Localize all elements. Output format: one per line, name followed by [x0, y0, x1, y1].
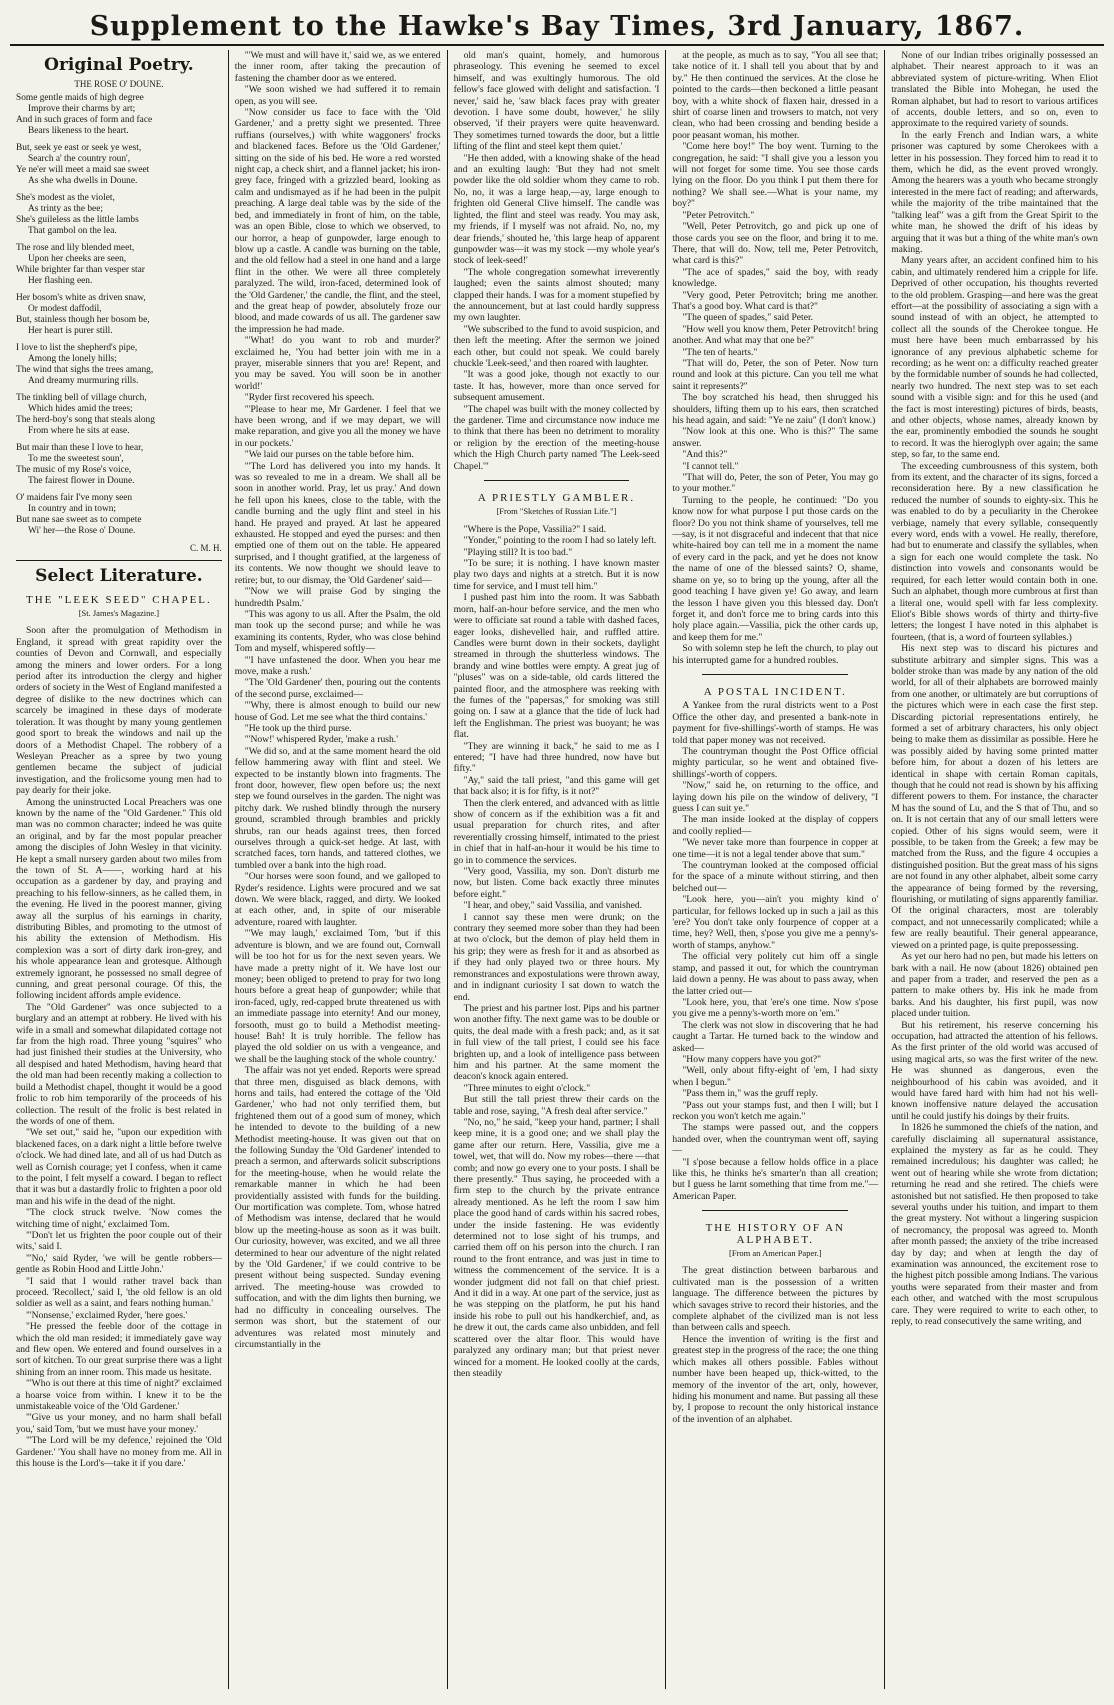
paragraph: I cannot say these men were drunk; on the contrary they seemed more sober than they had been at two o'clock, but the demon of play held them in his grip; they were as fresh for it and as absorbed as if they had only played two or three hours. My remonstrances and expostulations were thrown away, and in indignant curiosity I sat down to watch the end. [453, 911, 660, 1003]
divider [16, 560, 222, 561]
article-body [672, 1265, 878, 1425]
paragraph: "We subscribed to the fund to avoid suspicion, and then left the meeting. After the sermon we joined each other, but could not speak. We could barely chuckle 'Leek-seed,' and then roared with laughter. [453, 323, 660, 369]
paragraph: "The clock struck twelve. 'Now comes the witching time of night,' exclaimed Tom. [16, 1207, 222, 1230]
paragraph: "Our horses were soon found, and we galloped to Ryder's residence. Lights were procured and we sat down. We were black, ragged, and dirty. We looked at each other, and, in spite of our miserable adventure, roared with laughter. [234, 871, 441, 928]
poem-line: Wi' her—the Rose o' Doune. [28, 525, 136, 536]
column-4 [666, 50, 885, 1689]
paragraph: "Look here, you—ain't you mighty kind o' particular, for fellows locked up in such a jail as this 'ere? You don't take only fourpence of copper at a time, hey? Well, then, s'pose you give me a penny's-worth of stamps, anyhow." [672, 894, 879, 951]
poem-line: While brighter far than vesper star [16, 264, 145, 275]
article-title-priestly-gambler: A PRIESTLY GAMBLER. [477, 492, 636, 505]
paragraph: The affair was not yet ended. Reports were spread that three men, disguised as black demons, with horns and tails, had entered the cottage of the 'Old Gardener,' who had not only terrified them, but frightened them out of a good sum of money, which he intended to devote to the building of a new Methodist meeting-house. It was given out that on the following Sunday the 'Old Gardener' intended to preach a sermon, and afterwards solicit subscriptions for the meeting-house, when he would relate the remarkable manner in which he had been providentially assisted with funds for the building. Our mortification was complete. Tom, whose hatred of Methodism was intense, declared that he would blow up the meeting-house as soon as it was built. Our curiosity, however, was excited, and we all three determined to hear our adventure of the night related by the 'Old Gardener,' if we could contrive to be present without being suspected. Sunday evening arrived. The meeting-house was crowded to suffocation, and with the dim lights then burning, we had no difficulty in concealing ourselves. The sermon was short, but the statement of our adventures was related most minutely and circumstantially in the [234, 1065, 441, 1350]
paragraph: Many years after, an accident confined him to his cabin, and ultimately rendered him a cripple for life. Deprived of other occupation, his thoughts reverted to the old problem. Grasping—and here was the great effort—at the possibility of associating a sign with a sound instead of with an object, he attempted to collect all the sounds of the Cherokee tongue. He must here have been much embarrassed by his ignorance of any previous alphabetic scheme for recording; as he went on: a difficulty reached greater by the formidable number of sounds he had collected, nearly two hundred. The next step was to set each sound with a visible sign: and for this he used (and the fact is most interesting) pictures of birds, beasts, and other objects, whose names, already known by the ear, prominently embodied the sounds he sought to record. It was the hieroglyph over again; the same step, so far, to the same end. [891, 255, 1098, 461]
column-1 [10, 50, 229, 1689]
story-title: THE "LEEK SEED" CHAPEL. [26, 593, 212, 606]
paragraph: "'Give us your money, and no harm shall befall you,' said Tom, 'but we must have your money.' [16, 1412, 222, 1435]
poem-signature: C. M. H. [190, 542, 222, 553]
poem-line: From where he sits at ease. [28, 425, 130, 436]
poem-stanza [16, 93, 222, 137]
paragraph: "Very good, Peter Petrovitch; bring me another. That's a good boy. What card is that?" [672, 289, 879, 312]
paragraph: "Three minutes to eight o'clock." [463, 1082, 591, 1094]
paragraph: "He pressed the feeble door of the cottage in which the old man resided; it immediately gave way and flew open. We entered and found ourselves in a sort of kitchen. To our great surprise there was a light shining from an inner room. This made us hesitate. [16, 1321, 222, 1378]
divider [702, 1210, 848, 1211]
article-body [454, 524, 660, 1379]
paragraph: "The whole congregation somewhat irreverently laughed; even the saints almost shouted; many clapped their hands. I was for a moment stupefied by the announcement, but at last could hardly suppress my own laughter. [453, 266, 660, 324]
paragraph: The countryman thought the Post Office official mighty particular, so he went and obtained five-shillings'-worth of coppers. [672, 745, 879, 780]
paragraph: "The ace of spades," said the boy, with ready knowledge. [672, 266, 879, 290]
paragraph: But his retirement, his reserve concerning his occupation, had attracted the attention of his fellows. As the first printer of the old world was accused of using magical arts, so was the first writer of the new. He was shunned as dangerous, even the neighbourhood of his cabin was avoided, and it would have fared hard with him had not his well-known inoffensive nature delayed the accusation until he could justify his doings by their fruits. [891, 1019, 1098, 1122]
paragraph: The exceeding cumbrousness of this system, both from its extent, and the character of its signs, forced a reconsideration here. By a new classification he reduced the number of sounds to eighty-six. This he was enabled to do by a peculiarity in the Cherokee verbiage, namely that every syllable, consequently every word, ends with a vowel. He really, therefore, had but to enumerate and classify the syllables, when a sign for each one would complete the task. No distinction into vowels and consonants would be required, for each letter would contain both in one. Such an alphabet, though more cumbrous at first than a literal one, would spell with far less complexity. Eliot's Bible shows words of thirty and thirty-five letters; the longest I have noted in this alphabet is fourteen, (that is, a word of fourteen syllables.) [891, 460, 1098, 643]
paragraph: "Peter Petrovitch." [682, 209, 755, 221]
paragraph: "Now look at this one. Who is this?" The same answer. [672, 426, 879, 449]
poem-line: Her bosom's white as driven snaw, [16, 292, 146, 303]
paragraph: The great distinction between barbarous and cultivated man is the possession of a written language. The difference between the pictures by which savages strive to record their histories, and the complete alphabet of the civilized man is not less than between calls and speech. [672, 1265, 879, 1334]
poem-line: The herd-boy's song that steals along [16, 414, 155, 425]
poem-line: But mair than these I love to hear, [16, 442, 144, 453]
paragraph: "'Why, there is almost enough to build our new house of God. Let me see what the third contains.' [234, 700, 441, 723]
paragraph: "'We must and will have it,' said we, as we entered the inner room, after taking the precaution of fastening the chamber door as we entered. [234, 50, 441, 84]
column-5 [885, 50, 1104, 1689]
paragraph: Then the clerk entered, and advanced with as little show of concern as if the exhibition was a fit and usual preparation for church rites, and after reverentially crossing himself, intimated to the priest in chief that in half-an-hour it would be his time to go in to commence the services. [453, 797, 660, 866]
paragraph: "'What! do you want to rob and murder?' exclaimed he, 'You had better join with me in a prayer, miserable sinners that you are! Repent, and you may be saved. You will soon be in another world!' [234, 335, 441, 392]
paragraph: old man's quaint, homely, and humorous phraseology. This evening he seemed to excel himself, and was exultingly humorous. The old fellow's face glowed with delight and satisfaction. 'I never,' said he, 'saw black faces pray with greater devotion. I have some doubt, however,' he slily observed, 'if their prayers were quite heavenward. They sometimes turned towards the door, but a little lifting of the flint and steel kept them quiet.' [453, 50, 660, 153]
poem-line: Her heart is purer still. [28, 325, 113, 336]
paragraph: But still the tall priest threw their cards on the table and rose, saying, "A fresh deal after service." [453, 1094, 660, 1117]
article-body-continued [891, 50, 1098, 1328]
newspaper-page [10, 8, 1104, 1689]
paragraph: "And this?" [682, 449, 728, 461]
story-source: [St. James's Magazine.] [78, 608, 160, 619]
article-title-history-alphabet: THE HISTORY OF AN ALPHABET. [705, 1222, 845, 1246]
poem-line: Ye ne'er will meet a maid sae sweet [16, 164, 150, 175]
paragraph: "Look here, you, that 'ere's one time. Now s'pose you give me a penny's-worth more on 'em." [672, 996, 879, 1020]
poem-line: The tinkling bell of village church, [16, 392, 147, 403]
poem-line: The fairest flower in Doune. [28, 475, 135, 486]
column-2 [229, 50, 448, 1689]
paragraph: "Now," said he, on returning to the office, and laying down his pile on the window of delivery, "I guess I can suit ye." [672, 780, 879, 814]
poem-line: Her flashing een. [28, 275, 93, 286]
paragraph: "The 'Old Gardener' then, pouring out the contents of the second purse, exclaimed— [234, 677, 441, 700]
paragraph: "We never take more than fourpence in copper at one time—it is not a legal tender above that sum." [672, 837, 879, 860]
poem-stanza [16, 443, 222, 487]
paragraph: "This was agony to us all. After the Psalm, the old man took up the second purse; and while he was examining its contents, Ryder, who was close behind Tom and myself, whispered softly— [234, 608, 441, 655]
paragraph: "I cannot tell." [682, 460, 739, 472]
paragraph: "They are winning it back," he said to me as I entered; "I have had three hundred, now have but fifty." [453, 740, 660, 775]
divider [484, 480, 630, 481]
paragraph: at the people, as much as to say, "You all see that; take notice of it. I shall tell you about that by and by." He then continued the services. At the close he pointed to the cards—then beckoned a little peasant boy, with a white shock of flaxen hair, dressed in a shirt of coarse linen and trowsers to match, not very clean, who had been crossing and bending beside a poor peasant woman, his mother. [672, 50, 879, 141]
paragraph: "It was a good joke, though not exactly to our taste. It has, however, more than once served for subsequent amusement. [453, 369, 660, 404]
poem-line: The wind that sighs the trees amang, [16, 364, 154, 375]
story-body-continued [235, 50, 441, 1350]
divider [702, 674, 848, 675]
poem-line: And in such graces of form and face [16, 114, 153, 125]
poem-line: And dreamy murmuring rills. [28, 375, 139, 386]
poem-line: But, stainless though her bosom be, [16, 314, 150, 325]
paragraph: "That will do, Peter, the son of Peter. Now turn round and look at this picture. Can you tell me what saint it represents?" [672, 357, 879, 392]
paragraph: "To be sure; it is nothing. I have known master play two days and nights at a stretch. But it is now time for service, and I must tell him." [453, 558, 660, 592]
article-body [672, 700, 878, 1202]
paragraph: "Pass out your stamps fust, and then I will; but I reckon you won't ketch me again." [672, 1099, 879, 1122]
poem-title: THE ROSE O' DOUNE. [74, 79, 164, 90]
paragraph: "The chapel was built with the money collected by the gardener. Time and circumstance now induce me to think that there has been no detriment to morality or religion by the erection of the meeting-house which the High Church party named 'The Leek-seed Chapel.'" [453, 403, 660, 472]
story-body-end [454, 50, 660, 472]
poem-line: As she wha dwells in Doune. [28, 175, 138, 186]
paragraph: "'The Lord will be my defence,' rejoined the 'Old Gardener.' 'You shall have no money from me. All in this house is the Lord's—take it if you dare.' [16, 1435, 222, 1470]
paragraph: "Now consider us face to face with the 'Old Gardener,' and a pretty sight we presented. Three ruffians (ourselves,) with white waggoners' frocks and blackened faces. Before us the 'Old Gardener,' sitting on the side of his bed. He wore a red worsted night cap, a check shirt, and a flannel jacket; his iron-grey face, fringed with a grizzled beard, looking as calm and undismayed as if he had been in the pulpit preaching. A large deal table was by the side of the bed, and immediately in front of him, on the table, was an open Bible, close to which we observed, to our horror, a heap of gunpowder, large enough to blow up a castle. A candle was burning on the table, and the old fellow had a steel in one hand and a large flint in the other. We were all three completely paralyzed. The wild, iron-faced, determined look of the 'Old Gardener,' the candle, the flint, and the steel, and the great heap of powder, absolutely froze our blood, and made cowards of us all. The gardener saw the impression he had made. [234, 107, 441, 335]
paragraph: "Pass them in," was the gruff reply. [682, 1088, 818, 1100]
paragraph: "Ay," said the tall priest, "and this game will get that back also; it is for fifty, is it not?" [453, 774, 660, 798]
paragraph: As yet our hero had no pen, but made his letters on bark with a nail. He now (about 1826) obtained pen and paper from a trader, and reserved the pen as a pattern to make others by. His ink he made from barks. And his daughter, his first pupil, was now placed under tuition. [891, 951, 1098, 1020]
poem-line: To me the sweetest soun', [28, 453, 124, 464]
paragraph: "'Don't let us frighten the poor couple out of their wits,' said I. [16, 1229, 222, 1253]
paragraph: "'We may laugh,' exclaimed Tom, 'but if this adventure is blown, and we are found out, Cornwall will be too hot for us for the next seven years. We have made a pretty night of it. We have lost our money; been obliged to pretend to pray for two long hours before a great heap of gunpowder; while that iron-faced, ugly, red-capped brute threatened us with an immediate passage into eternity! And our money, forsooth, must go to build a Methodist meeting-house! Bah! It is truly horrible. The fellow has played the old soldier on us with a vengeance, and we shall be the laughing stock of the whole country.' [234, 928, 441, 1065]
paragraph: "We soon wished we had suffered it to remain open, as you will see. [234, 84, 441, 107]
paragraph: "'No,' said Ryder, 'we will be gentle robbers—gentle as Robin Hood and Little John.' [16, 1252, 222, 1276]
poem-line: Which hides amid the trees; [28, 403, 133, 414]
poem-line: Bears likeness to the heart. [28, 125, 129, 136]
article-title-postal-incident: A POSTAL INCIDENT. [703, 685, 847, 698]
paragraph: Soon after the promulgation of Methodism in England, it spread with great rapidity over the counties of Devon and Cornwall, and especially among the miners and lower orders. For a long period after its introduction the clergy and higher orders of society in the West of England manifested a degree of dislike to the new doctrines which can scarcely be imagined in these days of moderate toleration. It was thought by many young gentlemen good sport to break the windows and nail up the doors of a Methodist Chapel. The robbery of a Wesleyan Preacher as a spree by two young gentlemen became the subject of judicial investigation, and the frolicsome young men had to pay dearly for their joke. [16, 625, 222, 797]
paragraph: "How many coppers have you got?" [682, 1053, 822, 1065]
paragraph: "How well you know them, Peter Petrovitch! bring another. And what may that one be?" [672, 323, 879, 347]
poem-line: The music of my Rose's voice, [16, 464, 132, 475]
poem-stanza [16, 393, 222, 437]
paragraph: His next step was to discard his pictures and substitute arbitrary and simpler signs. This was a bolder stroke than was made by any nation of the old world, for all of their alphabets are borrowed mainly from one another, or ultimately are but corruptions of the pictures which were in each case the first step. Discarding pictorial representations entirely, he formed a set of arbitrary characters, his only object being to make them as dissimilar as possible. Here he was possibly aided by having some printed matter before him, for about a dozen of his letters are identical in shape with certain Roman capitals, though that he could not read is shown by his affixing different powers to them. For instance, the character M has the sound of Lu, and the S that of Thu, and so on. It is not certain that any of our small letters were copied. Other of his signs would seem, were it possible, to be taken from the Greek; a few may be matched from the Russ, and the figure 4 occupies a distinguished position. But the great mass of his signs are not found in any other alphabet, albeit some carry the appearance of being formed by the reversing, flourishing, or mutilating of signs apparently familiar. Of the original characters, most are tolerably compact, and not unnecessarily complicated; while a few are really beautiful. Their general appearance, viewed on a printed page, is quite prepossessing. [891, 643, 1098, 951]
paragraph: "Ryder first recovered his speech. [244, 392, 375, 404]
paragraph: "No, no," he said, "keep your hand, partner; I shall keep mine, it is a good one; and we shall play the game after our return. Here, Vassilia, give me a towel, wet, that will do. Now my robes—there —that comb; and now go every one to your posts. I shall be there presently." Thus saying, he proceeded with a firm step to the church by the private entrance already mentioned. As he left the room I saw him place the good hand of cards within his sacred robes, under the inside fastening. He was evidently determined not to lose sight of his trumps, and carried them off on his person into the church. I ran round to the front entrance, and was just in time to witness the commencement of the service. It is a wonder judgment did not fall on that chief priest. And it did in a way. At one part of the service, just as he was stepping on the platform, he put his hand inside his robe to pull out his handkerchief, and, as he drew it out, the cards came also unbidden, and fell scattered over the altar floor. This would have paralyzed any ordinary man; but that priest never winced for a moment. He looked coolly at the cards, then steadily [453, 1116, 660, 1379]
article-source: [From an American Paper.] [729, 1248, 822, 1259]
paragraph: I pushed past him into the room. It was Sabbath morn, half-an-hour before service, and the men who were to officiate sat round a table with dashed faces, eager looks, dishevelled hair, and ruffled attire. Candles were burnt down in their sockets, daylight streamed in through the shutterless windows. The brandy and wine bottles were empty. A great jug of "pluses" was on a side-table, old cards littered the painted floor, and the atmosphere was reeking with the fumes of the "papersas," for smoking was still going on. I saw at a glance that the tide of luck had left the Englishman. The priest was buoyant; he was flat. [453, 592, 660, 741]
masthead-title: Supplement to the Hawke's Bay Times, 3rd January, 1867. [89, 10, 1025, 42]
poem-stanza [16, 493, 222, 537]
poem-stanza [16, 293, 222, 337]
paragraph: "Yonder," pointing to the room I had so lately left. [463, 535, 657, 547]
paragraph: "'Nonsense,' exclaimed Ryder, 'here goes.' [26, 1309, 188, 1321]
paragraph: "'The Lord has delivered you into my hands. It was so revealed to me in a dream. We shall all be soon in another world. Pray, let us pray.' And down he fell upon his knees, close to the table, with the candle burning and the ugly flint and steel in his hand. He prayed and prayed. At last he appeared exhausted. He stopped and eyed the purses: and then emptied one of them out on the table. He appeared surprised, and I thought gratified, at the largeness of its contents. We now thought we should leave to retire; but, to our dismay, the 'Old Gardener' said— [234, 460, 441, 586]
poem-line: In country and in town; [28, 503, 117, 514]
paragraph: "I s'pose because a fellow holds office in a place like this, he thinks he's smarter'n than all creation; but I guess he larnt something that time from me."—American Paper. [672, 1156, 879, 1202]
poem-line: As trinty as the bee; [28, 203, 103, 214]
paragraph: The boy scratched his head, then shrugged his shoulders, lifting them up to his ears, then scratched his head again, and said: "Ye ne zaiu" (I don't know.) [672, 392, 879, 426]
paragraph: "The ten of hearts." [682, 346, 758, 358]
paragraph: "'Now!' whispered Ryder, 'make a rush.' [244, 734, 398, 746]
poem-stanza [16, 143, 222, 187]
paragraph: The man inside looked at the display of coppers and coolly replied— [672, 814, 879, 837]
paragraph: "Where is the Pope, Vassilia?" I said. [463, 523, 607, 535]
article-source: [From "Sketches of Russian Life."] [496, 506, 617, 517]
paragraph: "I said that I would rather travel back than proceed. 'Recollect,' said I, 'the old fellow is an old soldier as well as a saint, and fears nothing human.' [16, 1275, 222, 1310]
paragraph: The "Old Gardener" was once subjected to a burglary and an attempt at robbery. He lived with his wife in a small and somewhat dilapidated cottage not far from the high road. Three young "squires" who had just finished their studies at the University, who all despised and hated Methodism, having heard that the old man had been recently making a collection to build a Methodist chapel, thought it would be a good frolic to rob him temporarily of the proceeds of his collection. The result of the frolic is best related in the words of one of them. [16, 1001, 222, 1127]
poem [16, 93, 222, 537]
section-heading-poetry: Original Poetry. [44, 55, 194, 75]
paragraph: "'Now we will praise God by singing the hundredth Psalm.' [234, 586, 441, 609]
poem-line: The rose and lily blended meet, [16, 242, 135, 253]
poem-line: Upon her cheeks are seen, [28, 253, 127, 264]
paragraph: The clerk was not slow in discovering that he had caught a Tartar. He turned back to the window and asked— [672, 1019, 879, 1054]
paragraph: Turning to the people, he continued: "Do you know now for what purpose I put those cards on the floor? Do you not think shame of yourselves, tell me—say, is it not disgraceful and indecent that that nice white-haired boy can tell me in a moment the name of every card in the pack, and yet he does not know the name of one of the blessed saints? O, shame, shame on ye, so to bring up the young, after all the good teaching I have given ye! Go away, and learn the lesson I have given you this blessed day. Don't forget it, and don't force me to bring cards into this holy place again.—Vassilia, pick the other cards up, and keep them for me." [672, 494, 879, 643]
section-heading-literature: Select Literature. [35, 566, 203, 587]
poem-line: But nane sae sweet as to compete [16, 514, 142, 525]
paragraph: "Playing still? It is too bad." [463, 546, 573, 558]
paragraph: "Come here boy!" The boy went. Turning to the congregation, he said: "I shall give you a lesson you will not forget for some time. You see those cards lying on the floor. Do you think I put them there for nothing? We shall see.—What is your name, my boy?" [672, 141, 879, 210]
paragraph: "'Please to hear me, Mr Gardener. I feel that we have been wrong, and if we may depart, we will make reparation, and give you all the money we have in our pockets.' [234, 403, 441, 449]
paragraph: "We set out," said he, "upon our expedition with blackened faces, on a dark night a little before twelve o'clock. We had dined late, and all of us had Dutch as well as Cornish courage; yet I confess, when it came to the point, I felt myself a coward. I began to reflect that it was but a dastardly frolic to frighten a poor old man and his wife in the dead of the night. [16, 1127, 222, 1207]
paragraph: "Very good, Vassilia, my son. Don't disturb me now, but listen. Come back exactly three minutes before eight." [453, 866, 660, 900]
paragraph: None of our Indian tribes originally possessed an alphabet. Their nearest approach to it was an abbreviated system of picture-writing. When Eliot translated the Bible into Mohegan, he used the Roman alphabet, but had to resort to various artifices of accents, double letters, and so on, even to approximate to the required variety of sounds. [891, 50, 1098, 130]
paragraph: "I hear, and obey," said Vassilia, and vanished. [463, 900, 643, 912]
poem-stanza [16, 243, 222, 287]
poem-line: Among the lonely hills; [28, 353, 117, 364]
paragraph: In 1826 he summoned the chiefs of the nation, and carefully disclaiming all supernatural assistance, explained the mystery as far as he could. They remained incredulous; his daughter was called; he went out of hearing while she wrote from dictation; returning he read and she retired. The chiefs were astonished but not satisfied. He then proposed to take several youths under his tuition, and impart to them the great mystery. Not without a lingering suspicion of necromancy, the proposal was agreed to. Month after month passed; the anxiety of the tribe increased day by day; and when at length the day of examination was announced, the excitement rose to the highest pitch possible among Indians. The various youths were separated from their master and from each other, and watched with the most scrupulous care. They were required to write to each other, to reply, to read consecutively the same writing, and [891, 1122, 1098, 1328]
paragraph: The priest and his partner lost. Pips and his partner won another fifty. The next game was to be double or quits, the deal made with a fresh pack; and, as it sat in full view of the tall priest, I could see his face brighten up, and a look of intelligence pass between him and his partner. At the same moment the deacon's knock again entered. [453, 1002, 660, 1083]
paragraph: "The queen of spades," said Peter. [682, 312, 814, 324]
poem-line: That gambol on the lea. [28, 225, 117, 236]
masthead [10, 8, 1104, 46]
paragraph: "We did so, and at the same moment heard the old fellow hammering away with flint and steel. We expected to be instantly blown into fragments. The front door, however, flew open before us; the next step we found ourselves in the garden. The night was pitchy dark. We rushed blindly through the nursery ground, scrambled through brambles and prickly shrubs, ran our heads against trees, then forced ourselves through a quick-set hedge. At last, with scratched faces, torn hands, and tattered clothes, we tumbled over a bank into the high road. [234, 745, 441, 871]
paragraph: "'I have unfastened the door. When you hear me move, make a rush.' [234, 654, 441, 677]
paragraph: "He then added, with a knowing shake of the head and an exulting laugh: 'But they had not smelt powder like the old soldier whom they came to rob. No, no, it was a large heap,—ay, large enough to frighten old General Clive himself. The candle was lighted, the flint and steel was ready. You may ask, my friends, if I myself was not afraid. No, no, my dear friends,' shouted he, 'this large heap of apparent gunpowder was—it was my stock —my whole year's stock of leek-seed!' [453, 152, 660, 267]
paragraph: "'Who is out there at this time of night?' exclaimed a hoarse voice from within. I knew it to be the unmistakeable voice of the 'Old Gardener.' [16, 1378, 222, 1413]
paragraph: "We laid our purses on the table before him. [244, 449, 414, 461]
paragraph: The stamps were passed out, and the coppers handed over, when the countryman went off, saying— [672, 1122, 879, 1157]
paragraph: "Well, only about fifty-eight of 'em, I had sixty when I begun." [672, 1065, 879, 1088]
column-3 [448, 50, 667, 1689]
paragraph: In the early French and Indian wars, a white prisoner was captured by some Cherokees with a letter in his possession. They forced him to read it to them, which he did, as the event proved wrongly. Among the hearers was a youth who became strongly interested in the mere fact of reading; and afterwards, while the majority of the tribe maintained that the "talking leaf" was a gift from the Great Spirit to the white man, he showed the drift of his ideas by arguing that it was but a thing of the white man's own making. [891, 129, 1098, 255]
poem-stanza [16, 193, 222, 237]
columns [10, 50, 1104, 1689]
poem-line: She's modest as the violet, [16, 192, 115, 203]
poem-line: Search a' the country roun', [28, 153, 131, 164]
paragraph: "That will do, Peter, the son of Peter, You may go to your mother." [672, 472, 879, 495]
poem-line: Some gentle maids of high degree [16, 92, 144, 103]
poem-stanza [16, 343, 222, 387]
poem-line: She's guileless as the little lambs [16, 214, 139, 225]
paragraph: A Yankee from the rural districts went to a Post Office the other day, and presented a bank-note in payment for five-shillings'-worth of stamps. He was told that paper money was not received. [672, 700, 879, 746]
poem-line: But, seek ye east or seek ye west, [16, 142, 142, 153]
paragraph: The countryman looked at the composed official for the space of a minute without stirring, and then belched out— [672, 860, 879, 894]
story-body [16, 625, 222, 1469]
poem-line: O' maidens fair I've mony seen [16, 492, 133, 503]
paragraph: So with solemn step he left the church, to play out his interrupted game for a hundred roubles. [672, 643, 879, 666]
poem-line: I love to list the shepherd's pipe, [16, 342, 138, 353]
paragraph: Among the uninstructed Local Preachers was one known by the name of the "Old Gardener." This old man was no common character; indeed he was quite an original, and by far the most popular preacher among the disciples of John Wesley in that vicinity. He kept a small nursery garden about two miles from the town of St. A——, working hard at his occupation as a gardener by day, and praying and preaching to his fellow-sinners, as he called them, in the evening. He lived in the poorest manner, giving away all the surplus of his earnings in charity, distributing Bibles, and promoting to the utmost of his ability the extension of Methodism. His complexion was a sort of dirty dark iron-grey, and his whole appearance lean and grotesque. Although extremely ignorant, he possessed no small degree of cunning, and great personal courage. Of this, the following incident affords ample evidence. [16, 796, 222, 1002]
poem-line: Or modest daffodil, [28, 303, 102, 314]
poem-line: Improve their charms by art; [28, 103, 136, 114]
article-body-continued [672, 50, 878, 666]
paragraph: Hence the invention of writing is the first and greatest step in the progress of the race; the one thing which makes all others possible. Fables without number have been heaped up, thick-witted, to the memory of the inventor of the art, only, however, hiding his monument and name. But passing all these by, I propose to recount the only historical instance of the invention of an alphabet. [672, 1333, 879, 1425]
paragraph: "Well, Peter Petrovitch, go and pick up one of those cards you see on the floor, and bring it to me. There, that will do. Now, tell me, Peter Petrovitch, what card is this?" [672, 221, 879, 267]
paragraph: "He took up the third purse. [244, 722, 352, 734]
paragraph: The official very politely cut him off a single stamp, and passed it out, for which the countryman laid down a penny. He was about to pass away, when the latter cried out— [672, 951, 879, 997]
